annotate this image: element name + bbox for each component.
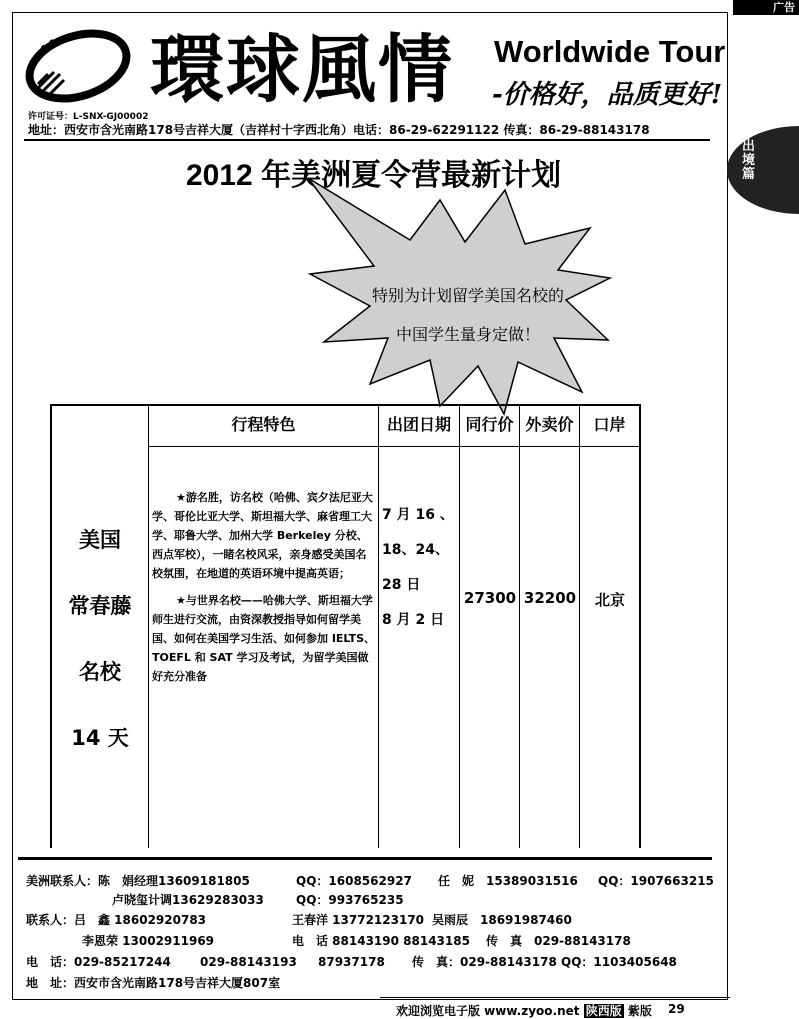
contact-lv: 联系人：吕 鑫 18602920783: [26, 913, 207, 927]
table-header-divider: [148, 446, 641, 447]
burst-line-2: 中国学生量身定做！: [395, 325, 540, 344]
contact-li: 李恩荣 13002911969: [82, 934, 215, 948]
edition-badge: 陕西版: [585, 1004, 622, 1018]
header-features: 行程特色: [231, 415, 296, 434]
brand-name-en: Worldwide Tour: [494, 34, 726, 69]
feature-item: ★游名胜，访名校（哈佛、宾夕法尼亚大学、哥伦比亚大学、斯坦福大学、麻省理工大学、耶鲁大学、加州大学 Berkeley 分校、西点军校），一睹名校风采，亲身感受美国名校氛围，在地道的英语环境中提高英语；: [152, 491, 373, 580]
footer-divider: [380, 997, 730, 998]
header-peer-price: 同行价: [465, 415, 514, 434]
header-retail-price: 外卖价: [525, 415, 574, 434]
contacts-divider: [18, 857, 712, 860]
route-name-line: 14 天: [71, 726, 129, 750]
office-fax-qq: 传 真：029-88143178 QQ：1103405648: [412, 955, 677, 969]
office-phone: 电 话：029-85217244: [26, 955, 171, 969]
contact-fax: 传 真 029-88143178: [486, 934, 631, 948]
date-line: 7 月 16 、: [382, 507, 454, 523]
address-line: 地址：西安市含光南路178号吉祥大厦（吉祥村十字西北角）电话：86-29-62291122 传真：86-29-88143178: [28, 123, 650, 137]
header-divider: [24, 139, 710, 141]
table-col-divider: [579, 404, 580, 848]
contact-wang: 王春洋 13772123170: [292, 913, 425, 927]
contact-ren: 任 妮 15389031516: [438, 874, 578, 888]
departure-dates: [382, 498, 458, 638]
contact-phone: 电 话 88143190 88143185: [292, 934, 470, 948]
route-name-line: 名校: [79, 660, 121, 684]
globe-logo-icon: [24, 26, 132, 106]
contact-wu: 吴雨辰 18691987460: [432, 913, 572, 927]
contact-qq: QQ：993765235: [296, 893, 404, 907]
contact-qq: QQ：1907663215: [598, 874, 714, 888]
contact-lu: 卢晓玺计调13629283033: [112, 893, 264, 907]
feature-item: ★与世界名校——哈佛大学、斯坦福大学师生进行交流，由资深教授指导如何留学美国、如何在美国学习生活、如何参加 IELTS、TOEFL 和 SAT 学习及考试，为留学美国做好充分准备: [152, 594, 376, 683]
route-name-line: 常春藤: [68, 594, 132, 618]
route-features: [152, 488, 376, 686]
edition-label: 紫版: [627, 1004, 652, 1018]
table-top-border: [50, 404, 641, 406]
table-col-divider: [148, 404, 149, 848]
contact-americas-chen: 美洲联系人：陈 娟经理13609181805: [26, 874, 250, 888]
burst-line-1: 特别为计划留学美国名校的: [371, 286, 564, 305]
route-name: [52, 528, 148, 792]
side-tab: [727, 126, 799, 214]
table-col-divider: [459, 404, 460, 848]
port-value: 北京: [594, 591, 625, 609]
peer-price-value: 27300: [463, 589, 517, 607]
office-phone-2: 029-88143193: [200, 955, 297, 969]
footer-website: 欢迎浏览电子版 www.zyoo.net: [396, 1004, 580, 1018]
side-tab-label: 出境篇: [742, 139, 756, 182]
table-right-border: [639, 404, 641, 848]
license-number: 许可证号：L-SNX-GJ00002: [28, 112, 149, 122]
table-col-divider: [519, 404, 520, 848]
brand-name-cn: 環球風情: [150, 27, 454, 113]
header-dates: 出团日期: [386, 415, 451, 434]
page-title: 2012 年美洲夏令营最新计划: [186, 159, 562, 192]
table-col-divider: [378, 404, 379, 848]
header-port: 口岸: [593, 415, 626, 434]
date-line: 18、24、: [382, 542, 449, 558]
office-address: 地 址：西安市含光南路178号吉祥大厦807室: [26, 976, 281, 990]
route-name-line: 美国: [79, 528, 121, 552]
brand-slogan: -价格好，品质更好!: [492, 80, 723, 110]
date-line: 28 日: [382, 577, 421, 593]
ad-label: 广告: [733, 0, 799, 15]
date-line: 8 月 2 日: [382, 612, 445, 628]
contact-qq: QQ：1608562927: [296, 874, 412, 888]
office-phone-3: 87937178: [318, 955, 385, 969]
page-number: 29: [668, 1002, 685, 1016]
retail-price-value: 32200: [523, 589, 577, 607]
footer: [396, 1002, 652, 1019]
